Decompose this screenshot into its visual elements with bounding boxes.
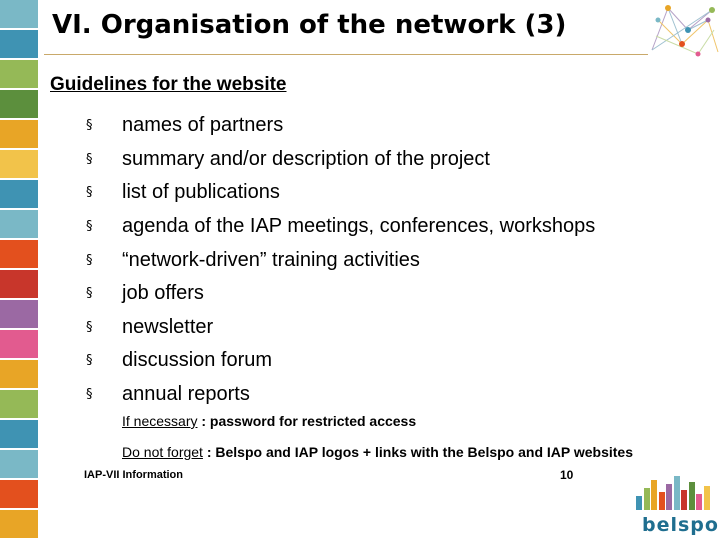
- list-item-text: annual reports: [122, 383, 250, 406]
- logo-bar: [696, 494, 702, 510]
- list-item: [86, 143, 595, 177]
- note-label: Do not forget: [122, 444, 203, 460]
- logo-bar: [666, 484, 672, 510]
- footer-text: IAP-VII Information: [84, 469, 183, 481]
- color-stripe: [0, 420, 38, 448]
- bullet-marker: §: [86, 286, 93, 302]
- color-stripe: [0, 480, 38, 508]
- list-item: [86, 109, 595, 143]
- slide-title: VI. Organisation of the network (3): [52, 10, 567, 40]
- color-stripe: [0, 360, 38, 388]
- color-stripe: [0, 150, 38, 178]
- color-stripe: [0, 240, 38, 268]
- color-stripe: [0, 30, 38, 58]
- bullet-marker: §: [86, 252, 93, 268]
- note-text: : password for restricted access: [197, 413, 417, 429]
- note-label: If necessary: [122, 413, 198, 429]
- color-stripe: [0, 210, 38, 238]
- belspo-logo: [636, 474, 719, 538]
- decorative-color-stripes: [0, 0, 38, 540]
- bullet-marker: §: [86, 185, 93, 201]
- color-stripe: [0, 120, 38, 148]
- list-item: [86, 378, 595, 412]
- list-item-text: list of publications: [122, 181, 280, 204]
- list-item: [86, 176, 595, 210]
- color-stripe: [0, 510, 38, 538]
- list-item-text: newsletter: [122, 315, 214, 338]
- color-stripe: [0, 180, 38, 208]
- color-stripe: [0, 390, 38, 418]
- bullet-marker: §: [86, 151, 93, 167]
- bullet-marker: §: [86, 387, 93, 403]
- list-item-text: discussion forum: [122, 349, 273, 372]
- logo-bar: [704, 486, 710, 510]
- logo-bar: [659, 492, 665, 510]
- logo-bar: [681, 490, 687, 510]
- color-stripe: [0, 90, 38, 118]
- logo-bar: [651, 480, 657, 510]
- bullet-list: [86, 109, 595, 411]
- list-item: [86, 311, 595, 345]
- list-item: [86, 277, 595, 311]
- page-number: 10: [560, 468, 574, 482]
- logo-text: belspo: [642, 514, 719, 536]
- network-graphic-icon: [648, 0, 720, 62]
- color-stripe: [0, 60, 38, 88]
- bullet-marker: §: [86, 118, 93, 134]
- list-item: [86, 243, 595, 277]
- bullet-marker: §: [86, 319, 93, 335]
- note-text: : Belspo and IAP logos + links with the Belspo and IAP websites: [202, 444, 634, 460]
- title-divider: [44, 54, 648, 55]
- list-item-text: “network-driven” training activities: [122, 248, 420, 271]
- color-stripe: [0, 330, 38, 358]
- section-heading: Guidelines for the website: [50, 74, 287, 95]
- note-logos: [122, 444, 633, 460]
- color-stripe: [0, 450, 38, 478]
- logo-bars: [636, 474, 716, 510]
- list-item-text: agenda of the IAP meetings, conferences, workshops: [122, 215, 596, 238]
- list-item: [86, 344, 595, 378]
- logo-bar: [644, 488, 650, 510]
- bullet-marker: §: [86, 353, 93, 369]
- list-item-text: job offers: [122, 282, 204, 305]
- logo-bar: [689, 482, 695, 510]
- color-stripe: [0, 300, 38, 328]
- color-stripe: [0, 270, 38, 298]
- bullet-marker: §: [86, 219, 93, 235]
- list-item-text: summary and/or description of the project: [122, 147, 490, 170]
- logo-bar: [636, 496, 642, 510]
- color-stripe: [0, 0, 38, 28]
- logo-bar: [674, 476, 680, 510]
- list-item: [86, 210, 595, 244]
- list-item-text: names of partners: [122, 114, 284, 137]
- note-password: [122, 413, 416, 429]
